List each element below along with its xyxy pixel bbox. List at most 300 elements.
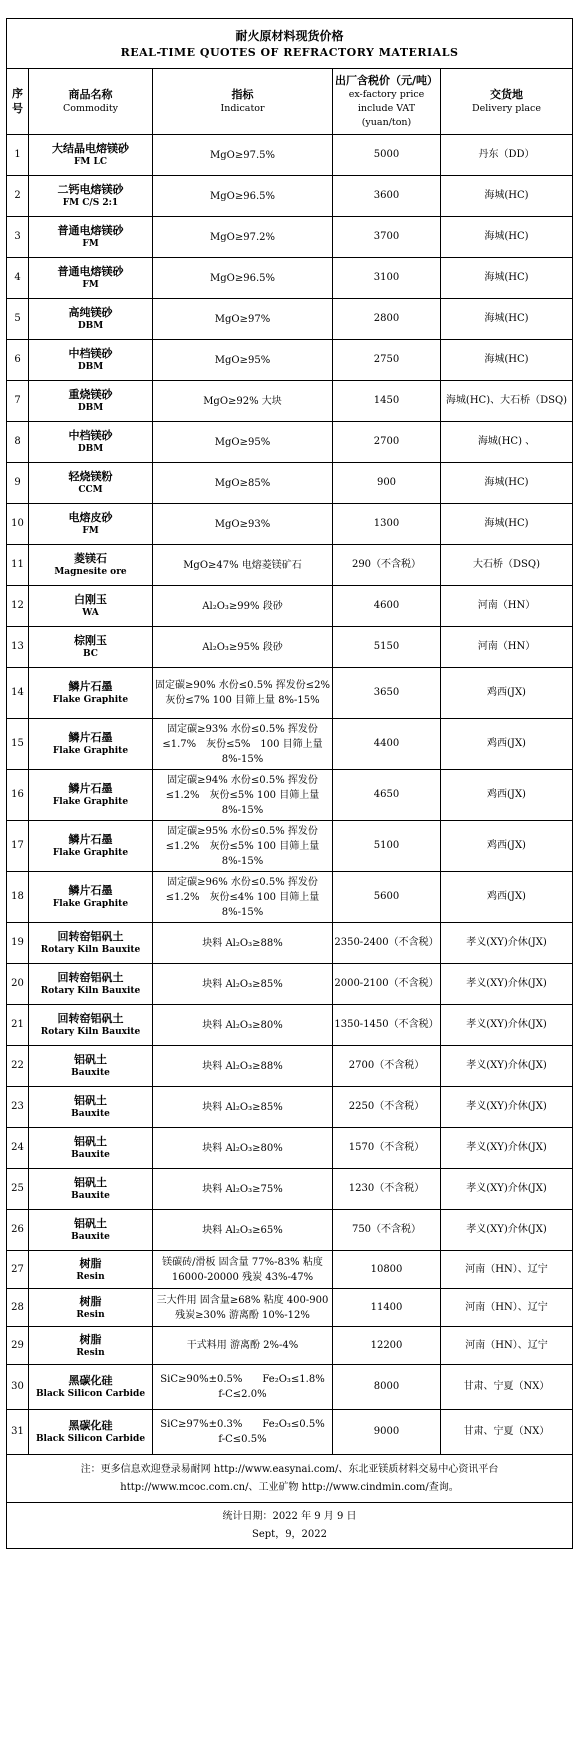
row-price (333, 668, 441, 719)
table-row (7, 770, 573, 821)
footer-date-cn: 统计日期：2022 年 9 月 9 日 (222, 1510, 357, 1522)
seq-number: 22 (11, 1060, 24, 1071)
row-seq (7, 1005, 29, 1046)
delivery-place: 河南（HN）、辽宁 (465, 1339, 548, 1351)
row-seq (7, 719, 29, 770)
indicator-text: MgO≥96.5% (210, 190, 275, 202)
table-row (7, 1251, 573, 1289)
row-seq (7, 668, 29, 719)
seq-number: 2 (14, 190, 21, 201)
commodity-name-cn: 鳞片石墨 (68, 782, 113, 795)
commodity-name-en: Resin (76, 1309, 105, 1320)
row-commodity (29, 545, 153, 586)
seq-number: 6 (14, 354, 21, 365)
row-delivery (441, 381, 573, 422)
commodity-name-cn: 树脂 (79, 1294, 102, 1308)
footer-note-line2: http://www.mcoc.com.cn/、工业矿物 http://www.cindmin.com/查询。 (120, 1481, 459, 1493)
indicator-text: MgO≥96.5% (210, 272, 275, 284)
delivery-place: 孝义(XY)介休(JX) (466, 937, 547, 948)
delivery-place: 鸡西(JX) (487, 789, 526, 800)
row-indicator (153, 135, 333, 176)
table-row (7, 1046, 573, 1087)
commodity-name-cn: 铝矾土 (74, 1094, 107, 1107)
delivery-place: 孝义(XY)介休(JX) (466, 1060, 547, 1071)
commodity-name-en: FM (82, 526, 99, 536)
commodity-name-en: Rotary Kiln Bauxite (40, 986, 141, 996)
header-delivery: 交货地 Delivery place (441, 69, 573, 135)
row-commodity (29, 1251, 153, 1289)
commodity-name-en: Flake Graphite (52, 848, 129, 858)
row-delivery (441, 176, 573, 217)
seq-number: 21 (11, 1019, 24, 1030)
row-indicator (153, 821, 333, 872)
commodity-name-en: Flake Graphite (52, 899, 129, 909)
row-price (333, 923, 441, 964)
commodity-name-cn: 树脂 (79, 1256, 102, 1270)
price-value: 4650 (373, 789, 400, 800)
seq-number: 3 (14, 231, 21, 242)
table-row (7, 463, 573, 504)
row-seq (7, 340, 29, 381)
price-value: 750（不含税） (351, 1224, 422, 1235)
row-indicator (153, 923, 333, 964)
delivery-place: 孝义(XY)介休(JX) (466, 1224, 547, 1235)
title-cn: 耐火原材料现货价格 (235, 28, 344, 43)
delivery-place: 河南（HN）、辽宁 (465, 1301, 548, 1313)
indicator-text: 固定碳≥94% 水份≤0.5% 挥发份≤1.2% 灰份≤5% 100 目筛上量 8%-15% (165, 774, 320, 816)
row-commodity (29, 923, 153, 964)
footer-date-row (7, 1503, 573, 1549)
delivery-place: 海城(HC) (484, 272, 529, 283)
row-commodity (29, 872, 153, 923)
commodity-name-en: Resin (76, 1271, 105, 1282)
footer-note-line1: 注：更多信息欢迎登录易耐网 http://www.easynai.com/、东北亚镁质材料交易中心资讯平台 (80, 1463, 499, 1475)
row-seq (7, 923, 29, 964)
row-price (333, 381, 441, 422)
table-title (7, 19, 573, 69)
row-indicator (153, 1087, 333, 1128)
price-value: 5100 (373, 840, 400, 851)
table-row (7, 176, 573, 217)
price-value: 2800 (373, 313, 400, 324)
row-seq (7, 463, 29, 504)
row-price (333, 821, 441, 872)
row-seq (7, 1046, 29, 1087)
row-indicator (153, 719, 333, 770)
table-row (7, 1005, 573, 1046)
price-value: 5000 (373, 149, 400, 160)
row-seq (7, 1128, 29, 1169)
indicator-text: MgO≥97.2% (210, 231, 275, 243)
price-value: 5600 (373, 891, 400, 902)
table-row (7, 586, 573, 627)
commodity-name-cn: 轻烧镁粉 (68, 470, 113, 483)
table-row (7, 872, 573, 923)
seq-number: 31 (11, 1426, 24, 1437)
row-price (333, 135, 441, 176)
commodity-name-en: WA (82, 608, 99, 618)
row-delivery (441, 1327, 573, 1365)
row-indicator (153, 1251, 333, 1289)
row-delivery (441, 821, 573, 872)
row-indicator (153, 299, 333, 340)
row-indicator (153, 1169, 333, 1210)
header-commodity: 商品名称 Commodity (29, 69, 153, 135)
delivery-place: 甘肃、宁夏（NX） (463, 1381, 550, 1392)
row-indicator (153, 504, 333, 545)
row-price (333, 1210, 441, 1251)
row-seq (7, 381, 29, 422)
row-delivery (441, 504, 573, 545)
price-value: 10800 (370, 1263, 403, 1275)
commodity-name-cn: 黑碳化硅 (68, 1419, 113, 1432)
row-seq (7, 1327, 29, 1365)
row-commodity (29, 1046, 153, 1087)
table-row (7, 1087, 573, 1128)
commodity-name-en: Flake Graphite (52, 695, 129, 705)
price-value: 2700（不含税） (348, 1060, 425, 1071)
table-row (7, 422, 573, 463)
indicator-text: 三大件用 固含量≥68% 粘度 400-900 残炭≥30% 游离酚 10%-12% (156, 1294, 329, 1321)
row-seq (7, 299, 29, 340)
row-indicator (153, 586, 333, 627)
indicator-text: 块料 Al₂O₃≥88% (202, 937, 283, 949)
delivery-place: 河南（HN） (477, 600, 536, 611)
commodity-name-en: Rotary Kiln Bauxite (40, 945, 141, 955)
seq-number: 24 (11, 1142, 24, 1153)
row-price (333, 1005, 441, 1046)
row-delivery (441, 217, 573, 258)
seq-number: 4 (14, 272, 21, 283)
price-value: 3600 (373, 190, 400, 201)
row-indicator (153, 1327, 333, 1365)
row-price (333, 1251, 441, 1289)
commodity-name-cn: 鳞片石墨 (68, 884, 113, 897)
row-delivery (441, 299, 573, 340)
row-seq (7, 1087, 29, 1128)
row-seq (7, 545, 29, 586)
commodity-name-cn: 普通电熔镁砂 (57, 224, 124, 237)
seq-number: 19 (11, 937, 24, 948)
row-price (333, 770, 441, 821)
row-indicator (153, 381, 333, 422)
delivery-place: 鸡西(JX) (487, 687, 526, 698)
seq-number: 26 (11, 1224, 24, 1235)
commodity-name-cn: 铝矾土 (74, 1053, 107, 1066)
commodity-name-cn: 鳞片石墨 (68, 833, 113, 846)
header-seq: 序号 (7, 69, 29, 135)
row-seq (7, 422, 29, 463)
seq-number: 18 (11, 891, 24, 902)
row-indicator (153, 176, 333, 217)
table-row (7, 258, 573, 299)
row-price (333, 586, 441, 627)
indicator-text: 块料 Al₂O₃≥85% (202, 1101, 283, 1113)
delivery-place: 甘肃、宁夏（NX） (463, 1426, 550, 1437)
row-commodity (29, 1365, 153, 1410)
table-row (7, 668, 573, 719)
table-row (7, 299, 573, 340)
row-seq (7, 1289, 29, 1327)
seq-number: 9 (14, 477, 21, 488)
commodity-name-cn: 黑碳化硅 (68, 1374, 113, 1387)
seq-number: 7 (14, 395, 21, 406)
price-value: 3700 (373, 231, 400, 242)
seq-number: 16 (11, 789, 24, 800)
delivery-place: 海城(HC) (484, 518, 529, 529)
commodity-name-en: Bauxite (71, 1150, 110, 1160)
commodity-name-en: Bauxite (71, 1232, 110, 1242)
row-commodity (29, 340, 153, 381)
price-value: 12200 (370, 1339, 403, 1351)
delivery-place: 孝义(XY)介休(JX) (466, 1142, 547, 1153)
row-commodity (29, 135, 153, 176)
row-price (333, 1169, 441, 1210)
delivery-place: 鸡西(JX) (487, 738, 526, 749)
commodity-name-cn: 白刚玉 (74, 593, 107, 606)
row-indicator (153, 1046, 333, 1087)
commodity-name-en: Bauxite (71, 1191, 110, 1201)
commodity-name-en: CCM (78, 485, 103, 495)
indicator-text: 块料 Al₂O₃≥80% (202, 1142, 283, 1154)
table-row (7, 381, 573, 422)
row-price (333, 872, 441, 923)
indicator-text: 镁碳砖/滑板 固含量 77%-83% 粘度 16000-20000 残炭 43%-47% (162, 1256, 323, 1283)
row-commodity (29, 504, 153, 545)
table-row (7, 923, 573, 964)
seq-number: 20 (11, 978, 24, 989)
row-price (333, 545, 441, 586)
row-commodity (29, 627, 153, 668)
commodity-name-cn: 铝矾土 (74, 1217, 107, 1230)
row-price (333, 422, 441, 463)
row-commodity (29, 176, 153, 217)
indicator-text: 块料 Al₂O₃≥85% (202, 978, 283, 990)
row-commodity (29, 1289, 153, 1327)
price-table (6, 18, 573, 1549)
commodity-name-en: Black Silicon Carbide (35, 1389, 146, 1399)
table-row (7, 217, 573, 258)
row-seq (7, 872, 29, 923)
row-delivery (441, 668, 573, 719)
row-delivery (441, 463, 573, 504)
delivery-place: 海城(HC) 、 (477, 436, 536, 447)
seq-number: 25 (11, 1183, 24, 1194)
footer-date (7, 1503, 573, 1549)
commodity-name-cn: 鳞片石墨 (68, 731, 113, 744)
indicator-text: MgO≥93% (214, 518, 271, 530)
price-value: 4600 (373, 600, 400, 611)
row-indicator (153, 1005, 333, 1046)
commodity-name-cn: 树脂 (79, 1332, 102, 1346)
delivery-place: 大石桥（DSQ) (473, 559, 540, 570)
row-indicator (153, 627, 333, 668)
row-commodity (29, 719, 153, 770)
indicator-text: MgO≥85% (214, 477, 271, 489)
commodity-name-en: Bauxite (71, 1068, 110, 1078)
table-row (7, 719, 573, 770)
seq-number: 29 (11, 1339, 24, 1351)
row-delivery (441, 1046, 573, 1087)
row-indicator (153, 1410, 333, 1455)
commodity-name-cn: 回转窑铝矾土 (57, 1012, 124, 1025)
indicator-text: MgO≥97.5% (210, 149, 275, 161)
commodity-name-cn: 电熔皮砂 (68, 511, 113, 524)
price-value: 4400 (373, 738, 400, 749)
row-price (333, 627, 441, 668)
row-delivery (441, 340, 573, 381)
price-value: 2250（不含税） (348, 1101, 425, 1112)
row-delivery (441, 872, 573, 923)
header-indicator: 指标 Indicator (153, 69, 333, 135)
commodity-name-cn: 重烧镁砂 (68, 388, 113, 401)
row-seq (7, 504, 29, 545)
commodity-name-cn: 普通电熔镁砂 (57, 265, 124, 278)
seq-number: 27 (11, 1263, 24, 1275)
footer-note (7, 1455, 573, 1503)
commodity-name-cn: 中档镁砂 (68, 347, 113, 360)
row-price (333, 1365, 441, 1410)
commodity-name-en: Flake Graphite (52, 746, 129, 756)
indicator-text: SiC≥97%±0.3% Fe₂O₃≤0.5% f-C≤0.5% (160, 1419, 335, 1445)
row-commodity (29, 299, 153, 340)
row-commodity (29, 463, 153, 504)
commodity-name-en: BC (83, 649, 98, 659)
indicator-text: 块料 Al₂O₃≥65% (202, 1224, 283, 1236)
seq-number: 8 (14, 436, 21, 447)
indicator-text: 固定碳≥95% 水份≤0.5% 挥发份≤1.2% 灰份≤5% 100 目筛上量 8%-15% (165, 825, 320, 867)
table-row (7, 1327, 573, 1365)
price-value: 2000-2100（不含税） (334, 978, 439, 989)
table-row (7, 1128, 573, 1169)
row-delivery (441, 545, 573, 586)
seq-number: 12 (11, 600, 24, 611)
row-commodity (29, 1210, 153, 1251)
price-value: 3650 (373, 687, 400, 698)
row-price (333, 504, 441, 545)
row-delivery (441, 627, 573, 668)
price-value: 11400 (370, 1301, 403, 1313)
delivery-place: 孝义(XY)介休(JX) (466, 978, 547, 989)
price-value: 2750 (373, 354, 400, 365)
seq-number: 1 (14, 149, 21, 160)
price-value: 1300 (373, 518, 400, 529)
row-price (333, 964, 441, 1005)
indicator-text: Al₂O₃≥95% 段砂 (202, 641, 283, 653)
table-row (7, 1289, 573, 1327)
price-value: 9000 (373, 1426, 400, 1437)
commodity-name-en: DBM (77, 321, 104, 331)
price-value: 1570（不含税） (348, 1142, 425, 1153)
footer-note-row (7, 1455, 573, 1503)
commodity-name-en: Bauxite (71, 1109, 110, 1119)
row-commodity (29, 1327, 153, 1365)
indicator-text: MgO≥95% (214, 354, 271, 366)
price-value: 1350-1450（不含税） (334, 1019, 439, 1030)
row-indicator (153, 1365, 333, 1410)
footer-date-en: Sept，9，2022 (252, 1528, 327, 1540)
commodity-name-en: DBM (77, 403, 104, 413)
row-delivery (441, 1087, 573, 1128)
table-row (7, 1169, 573, 1210)
table-row (7, 504, 573, 545)
table-row (7, 340, 573, 381)
row-indicator (153, 1210, 333, 1251)
commodity-name-en: Rotary Kiln Bauxite (40, 1027, 141, 1037)
table-row (7, 627, 573, 668)
row-indicator (153, 422, 333, 463)
row-seq (7, 1169, 29, 1210)
commodity-name-en: FM LC (74, 157, 107, 167)
row-commodity (29, 668, 153, 719)
row-price (333, 1087, 441, 1128)
row-delivery (441, 1210, 573, 1251)
row-indicator (153, 1128, 333, 1169)
commodity-name-en: FM C/S 2:1 (62, 198, 119, 208)
commodity-name-en: FM (82, 239, 99, 249)
row-seq (7, 217, 29, 258)
delivery-place: 鸡西(JX) (487, 891, 526, 902)
title-en: REAL-TIME QUOTES OF REFRACTORY MATERIALS (120, 45, 459, 59)
row-seq (7, 1251, 29, 1289)
indicator-text: 块料 Al₂O₃≥80% (202, 1019, 283, 1031)
seq-number: 10 (11, 518, 24, 529)
commodity-name-en: Resin (76, 1347, 105, 1358)
row-indicator (153, 1289, 333, 1327)
row-commodity (29, 217, 153, 258)
seq-number: 28 (11, 1301, 24, 1313)
seq-number: 5 (14, 313, 21, 324)
indicator-text: MgO≥47% 电熔菱镁矿石 (183, 559, 302, 571)
table-row (7, 1365, 573, 1410)
row-delivery (441, 422, 573, 463)
row-seq (7, 176, 29, 217)
commodity-name-en: Flake Graphite (52, 797, 129, 807)
delivery-place: 孝义(XY)介休(JX) (466, 1183, 547, 1194)
row-commodity (29, 1410, 153, 1455)
commodity-name-cn: 棕刚玉 (74, 634, 107, 647)
title-row (7, 19, 573, 69)
row-delivery (441, 258, 573, 299)
row-indicator (153, 258, 333, 299)
price-value: 5150 (373, 641, 400, 652)
row-indicator (153, 340, 333, 381)
row-indicator (153, 770, 333, 821)
indicator-text: SiC≥90%±0.5% Fe₂O₃≤1.8% f-C≤2.0% (160, 1374, 335, 1400)
row-price (333, 258, 441, 299)
row-commodity (29, 964, 153, 1005)
row-price (333, 1046, 441, 1087)
header-price: 出厂含税价（元/吨） ex-factory price include VAT (yuan/ton) (333, 69, 441, 135)
row-commodity (29, 586, 153, 627)
indicator-text: Al₂O₃≥99% 段砂 (202, 600, 283, 612)
row-indicator (153, 463, 333, 504)
row-delivery (441, 1289, 573, 1327)
commodity-name-cn: 铝矾土 (74, 1135, 107, 1148)
delivery-place: 孝义(XY)介休(JX) (466, 1019, 547, 1030)
row-seq (7, 821, 29, 872)
seq-number: 11 (11, 559, 24, 570)
row-delivery (441, 1128, 573, 1169)
indicator-text: MgO≥97% (214, 313, 271, 325)
row-commodity (29, 422, 153, 463)
row-price (333, 217, 441, 258)
price-value: 3100 (373, 272, 400, 283)
commodity-name-cn: 回转窑铝矾土 (57, 971, 124, 984)
commodity-name-cn: 回转窑铝矾土 (57, 930, 124, 943)
delivery-place: 河南（HN）、辽宁 (465, 1263, 548, 1275)
price-value: 2350-2400（不含税） (334, 937, 439, 948)
